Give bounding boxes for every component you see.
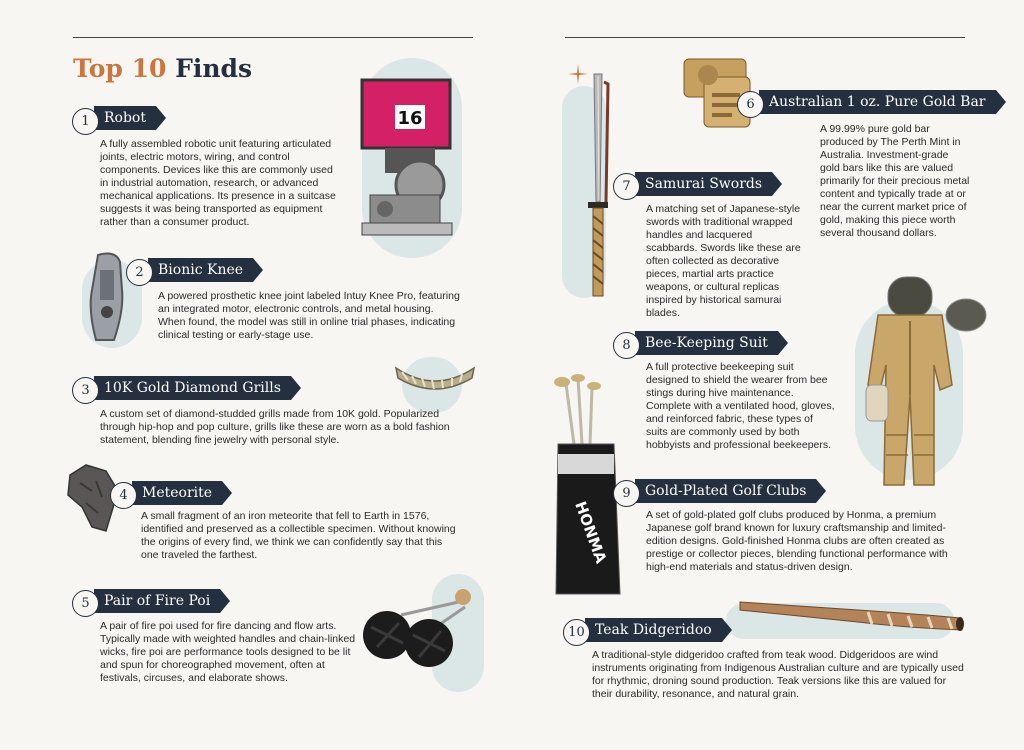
- item-title-gold-bar: Australian 1 oz. Pure Gold Bar: [759, 90, 996, 114]
- top-rule-left: [73, 37, 473, 38]
- gold-grills-image: [392, 360, 478, 400]
- didgeridoo-image: [738, 596, 968, 636]
- item-desc-fire-poi: A pair of fire poi used for fire dancing and flow arts. Typically made with weighted handles and chain-linked wicks, fire poi are performance tools designed to be lit and spun for choreographed movement, often at festivals, circuses, and elaborate shows.: [100, 620, 356, 684]
- robot-image: [340, 75, 480, 245]
- item-number-9: 9: [613, 480, 640, 507]
- item-title-beekeeping-suit: Bee-Keeping Suit: [635, 331, 778, 355]
- top-rule-right: [565, 37, 965, 38]
- item-number-6: 6: [737, 91, 764, 118]
- samurai-swords-image: [578, 72, 618, 302]
- item-desc-meteorite: A small fragment of an iron meteorite that fell to Earth in 1576, identified and preserved as a collectible specimen. Without knowing the origins of every find, we think we can confidently say that this one traveled the farthest.: [141, 510, 456, 561]
- page-title: [73, 54, 252, 83]
- golf-bag-brand: HONMA: [571, 498, 611, 566]
- item-desc-gold-bar: A 99.99% pure gold bar produced by The Perth Mint in Australia. Investment-grade gold bars like this are valued primarily for their precious metal content and typically trade at or near the current market price of gold, making this piece worth several thousand dollars.: [820, 123, 970, 239]
- item-title-gold-grills: 10K Gold Diamond Grills: [94, 376, 291, 400]
- item-number-2: 2: [126, 259, 153, 286]
- item-desc-golf-clubs: A set of gold-plated golf clubs produced by Honma, a premium Japanese golf brand known for luxury craftsmanship and limited-edition designs. Gold-finished Honma clubs are often created as prestige or collector pieces, blending functional performance with high-end materials and status-driven design.: [646, 509, 948, 573]
- item-title-meteorite: Meteorite: [132, 481, 222, 505]
- title-accent: Top 10: [73, 54, 167, 83]
- robot-number: 16: [397, 108, 423, 129]
- item-desc-bionic-knee: A powered prosthetic knee joint labeled Intuy Knee Pro, featuring an integrated motor, electronic controls, and metal housing. When found, the model was still in online trial phases, indicating clinical testing or early-stage use.: [158, 290, 460, 341]
- item-desc-didgeridoo: A traditional-style didgeridoo crafted from teak wood. Didgeridoos are wind instruments originating from Indigenous Australian culture and are typically used for rhythmic, droning sound production. Teak versions like this are valued for their durability, resonance, and natural grain.: [592, 649, 964, 700]
- beekeeping-suit-image: [848, 275, 988, 493]
- item-title-samurai-swords: Samurai Swords: [635, 172, 772, 196]
- item-number-7: 7: [613, 173, 640, 200]
- title-main: Finds: [175, 54, 253, 83]
- item-desc-robot: A fully assembled robotic unit featuring articulated joints, electric motors, wiring, and control components. Devices like this are commonly used in industrial automation, research, or advanced mechanical applications. Its presence in a suitcase suggests it was being transported as equipment rather than a consumer product.: [100, 138, 336, 228]
- item-desc-samurai-swords: A matching set of Japanese-style swords with traditional wrapped handles and lacquered scabbards. Swords like these are often collected as decorative pieces, martial arts practice weapons, or cultural replicas inspired by historical samurai blades.: [646, 203, 801, 319]
- item-desc-beekeeping-suit: A full protective beekeeping suit designed to shield the wearer from bee stings during hive maintenance. Complete with a ventilated hood, gloves, and reinforced fabric, these types of suits are commonly used by both hobbyists and professional beekeepers.: [646, 361, 835, 451]
- item-number-3: 3: [72, 377, 99, 404]
- item-number-1: 1: [72, 108, 99, 135]
- item-title-golf-clubs: Gold-Plated Golf Clubs: [635, 479, 816, 503]
- item-desc-gold-grills: A custom set of diamond-studded grills made from 10K gold. Popularized through hip-hop and pop culture, grills like these are worn as a bold fashion statement, blending fine jewelry with personal style.: [100, 408, 450, 446]
- fire-poi-image: [355, 585, 485, 675]
- item-title-fire-poi: Pair of Fire Poi: [94, 589, 220, 613]
- item-title-bionic-knee: Bionic Knee: [148, 258, 253, 282]
- item-title-didgeridoo: Teak Didgeridoo: [585, 618, 722, 642]
- item-number-4: 4: [110, 482, 137, 509]
- item-number-8: 8: [613, 332, 640, 359]
- item-number-10: 10: [563, 619, 590, 646]
- item-number-5: 5: [72, 590, 99, 617]
- item-title-robot: Robot: [94, 106, 156, 130]
